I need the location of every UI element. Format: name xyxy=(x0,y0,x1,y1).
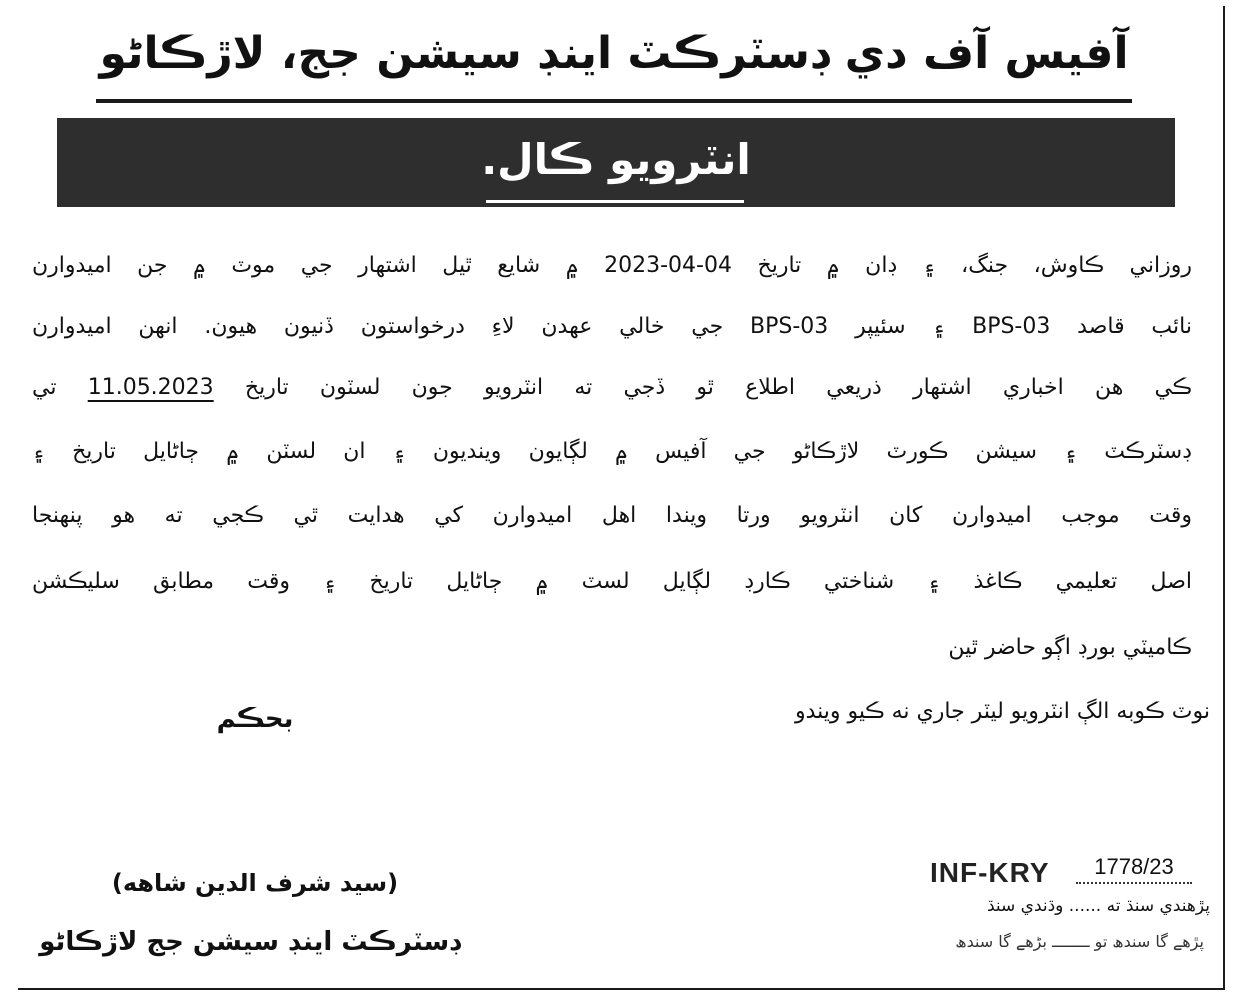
body-line-4: ڊسٽرڪٽ ۽ سيشن ڪورٽ لاڙڪاڻو جي آفيس ۾ لڳايون وينديون ۽ ان لسٽن ۾ ڄاڻايل تاريخ ۽ xyxy=(32,439,1192,464)
signatory-designation: ڊسٽرڪٽ اينڊ سيشن جج لاڙڪاڻو xyxy=(39,927,461,957)
office-title: آفيس آف دي ڊسٽرڪٽ اينڊ سيشن جج، لاڙڪاڻو xyxy=(99,28,1129,79)
note-text: نوٽ ڪوبه الڳ انٽرويو ليٽر جاري نه ڪيو ويندو xyxy=(794,699,1210,724)
reference-code: INF-KRY xyxy=(930,857,1050,888)
body-line-2: نائب قاصد BPS-03 ۽ سئيپر BPS-03 جي خالي عهدن لاءِ درخواستون ڏنيون هيون. انهن اميدوارن xyxy=(32,314,1192,339)
banner-title-underline xyxy=(486,200,744,203)
body-line-3-text: ڪي هن اخباري اشتهار ذريعي اطلاع ٿو ڏجي ته انٽرويو جون لسٽون تاريخ xyxy=(244,375,1192,400)
header-divider xyxy=(96,99,1132,103)
banner-title: انٽرويو ڪال. xyxy=(481,135,751,184)
stamp-slogan-sindhi: پڙهندي سنڌ ته ...... وڌندي سنڌ xyxy=(986,896,1210,916)
interview-list-date: 11.05.2023 xyxy=(87,375,214,400)
signatory-name: (سيد شرف الدين شاهه) xyxy=(111,869,399,897)
clipping-bottom-border xyxy=(18,988,1225,990)
body-line-1: روزاني ڪاوش، جنگ، ۽ ڊان ۾ تاريخ 04-04-2023 ۾ شايع ٿيل اشتهار جي موٽ ۾ جن اميدوارن xyxy=(32,253,1192,278)
interview-call-banner xyxy=(57,118,1175,207)
body-line-6: اصل تعليمي ڪاغذ ۽ شناختي ڪارڊ لڳايل لسٽ ۾ ڄاڻايل تاريخ ۽ وقت مطابق سليڪشن xyxy=(32,569,1192,594)
by-order-label: بحڪم xyxy=(216,704,294,734)
clipping-right-border xyxy=(1223,6,1225,988)
body-line-5: وقت موجب اميدوارن کان انٽرويو ورتا ويندا اهل اميدوارن کي هدايت ٿي ڪجي ته هو پنهنجا xyxy=(32,503,1192,528)
body-line-3 xyxy=(32,372,1192,404)
stamp-slogan-urdu: پڙھے گا سندھ تو ــــــــ بڑھے گا سندھ xyxy=(955,932,1204,951)
information-department-stamp xyxy=(900,852,1220,972)
reference-number: 1778/23 xyxy=(1076,852,1192,884)
body-line-7: ڪاميٽي بورڊ اڳو حاضر ٿين xyxy=(948,635,1192,660)
body-line-3-tail: تي xyxy=(32,375,57,400)
